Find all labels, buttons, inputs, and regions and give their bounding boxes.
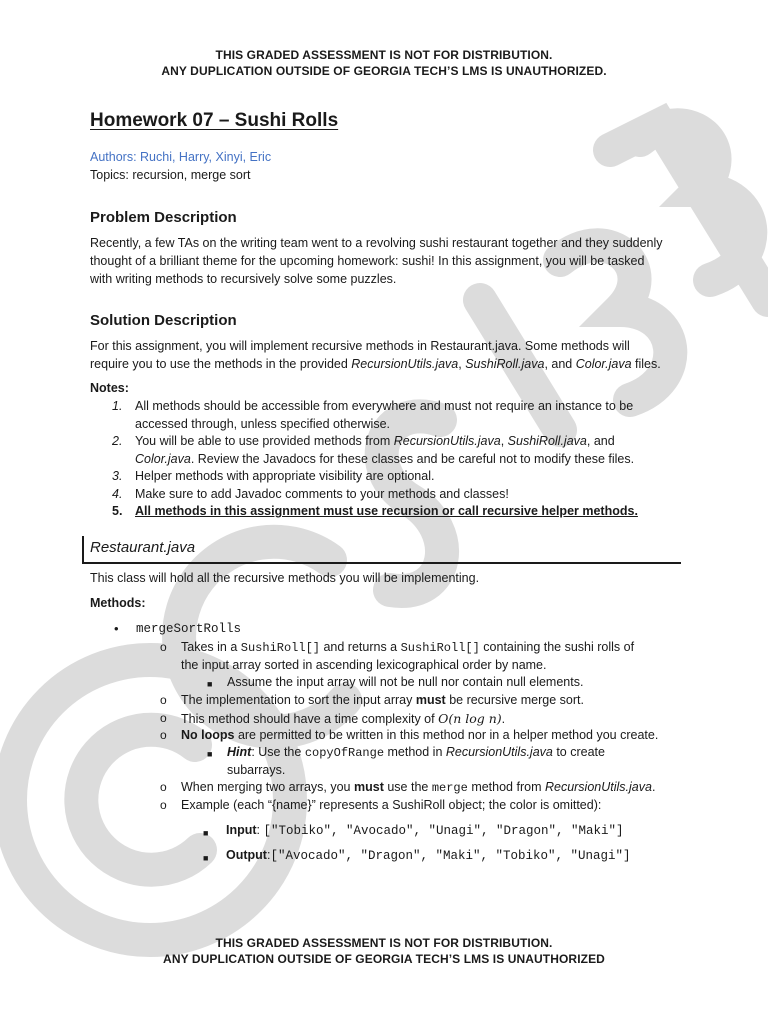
note-text: All methods should be accessible from everywhere and must not require an instance to be	[135, 399, 634, 413]
text-segment: Output	[226, 848, 267, 862]
list-item	[112, 503, 682, 521]
text-segment: This method should have a time complexity of	[181, 712, 439, 726]
note-text	[135, 433, 682, 451]
text-segment: No loops	[181, 728, 235, 742]
file-name: Color.java	[135, 451, 191, 466]
text-segment: . Review the Javadocs for these classes and be careful not to modify these files.	[190, 451, 635, 466]
text-segment: files.	[631, 357, 661, 371]
topics-line: Topics: recursion, merge sort	[90, 168, 251, 182]
file-name: SushiRoll.java	[507, 434, 587, 448]
method-detail-4-sub-cont: subarrays.	[227, 763, 286, 777]
authors-line: Authors: Ruchi, Harry, Xinyi, Eric	[90, 150, 272, 164]
distribution-banner-bottom	[0, 935, 768, 967]
text-segment: require you to use the methods in the provided	[90, 357, 352, 371]
list-item	[112, 433, 682, 468]
solution-paragraph	[90, 337, 690, 373]
code-span: SushiRoll[]	[240, 641, 320, 655]
list-item	[112, 398, 682, 433]
text-segment: The implementation to sort the input array	[181, 693, 416, 707]
list-item	[112, 486, 682, 504]
note-text: Helper methods with appropriate visibility are optional.	[135, 469, 435, 483]
text-segment: , and	[586, 434, 615, 448]
file-name: Color.java	[575, 357, 632, 371]
text-segment: be recursive merge sort.	[445, 693, 584, 707]
method-detail-3	[181, 710, 505, 728]
text-segment: Takes in a	[181, 640, 241, 654]
distribution-banner-top	[0, 47, 768, 79]
code-span: merge	[431, 781, 468, 795]
example-output	[226, 847, 631, 865]
section-heading: Restaurant.java	[90, 539, 196, 556]
code-span: copyOfRange	[304, 746, 385, 760]
page-title: Homework 07 – Sushi Rolls	[90, 110, 339, 131]
banner-top-line1: THIS GRADED ASSESSMENT IS NOT FOR DISTRIBUTION.	[215, 48, 553, 62]
method-detail-2	[181, 692, 584, 709]
text-segment: method in	[384, 745, 446, 759]
bullet-circle-icon: o	[160, 798, 167, 812]
text-segment: are permitted to be written in this method nor in a helper method you create.	[234, 728, 659, 742]
text-segment: , and	[544, 357, 576, 371]
notes-list	[112, 398, 682, 521]
text-segment: ,	[500, 434, 508, 448]
list-number: 4.	[112, 486, 123, 501]
code-span: SushiRoll[]	[400, 641, 480, 655]
text-segment: method from	[467, 780, 545, 794]
text-segment: containing the sushi rolls of	[479, 640, 635, 654]
file-name: RecursionUtils.java	[544, 780, 652, 794]
method-detail-1-sub: Assume the input array will not be null nor contain null elements.	[227, 675, 584, 689]
list-number: 5.	[112, 504, 123, 518]
bullet-square-icon: ■	[207, 749, 213, 759]
method-detail-4-sub	[227, 744, 605, 762]
notes-label: Notes:	[90, 381, 129, 395]
bullet-square-icon: ■	[203, 828, 209, 838]
text-segment: use the	[383, 780, 432, 794]
text-segment: and returns a	[319, 640, 401, 654]
file-name: SushiRoll.java	[465, 357, 545, 371]
banner-top-line2: ANY DUPLICATION OUTSIDE OF GEORGIA TECH’S LMS IS UNAUTHORIZED.	[161, 64, 607, 78]
list-number: 2.	[112, 434, 123, 448]
file-name: RecursionUtils.java	[351, 357, 459, 371]
solution-line1: For this assignment, you will implement recursive methods in Restaurant.java. Some methods will	[90, 339, 630, 353]
method-detail-5	[181, 779, 655, 797]
bullet-circle-icon: o	[160, 693, 167, 707]
list-number: 3.	[112, 469, 123, 483]
problem-line2: thought of a brilliant theme for the upcoming homework: sushi! In this assignment, you will be tasked	[90, 254, 645, 268]
text-segment: must	[415, 693, 446, 707]
method-name: mergeSortRolls	[136, 622, 242, 636]
solution-line2	[90, 355, 690, 373]
bullet-square-icon: ■	[203, 853, 209, 863]
text-segment: When merging two arrays, you	[181, 780, 354, 794]
text-segment: You will be able to use provided methods from	[135, 434, 394, 448]
text-segment: to create	[552, 745, 605, 759]
file-name: RecursionUtils.java	[445, 745, 553, 759]
text-segment: must	[354, 780, 384, 794]
code-span: ["Avocado", "Dragon", "Maki", "Tobiko", "Unagi"]	[270, 849, 631, 863]
method-detail-1	[181, 639, 634, 657]
list-item	[112, 468, 682, 486]
note-text: Make sure to add Javadoc comments to your methods and classes!	[135, 486, 509, 501]
text-segment: .	[501, 712, 506, 726]
bullet-disc-icon: •	[114, 621, 119, 636]
method-detail-1-cont: the input array sorted in ascending lexicographical order by name.	[181, 658, 547, 672]
text-segment: Input	[226, 823, 257, 837]
bullet-circle-icon: o	[160, 640, 167, 654]
text-segment: .	[651, 780, 656, 794]
bullet-square-icon: ■	[207, 679, 213, 689]
example-input	[226, 822, 624, 840]
text-segment: :	[256, 823, 264, 837]
note-text: All methods in this assignment must use recursion or call recursive helper methods.	[135, 504, 638, 518]
text-segment: :	[266, 848, 271, 862]
solution-heading: Solution Description	[90, 312, 237, 329]
text-segment: ,	[458, 357, 466, 371]
code-span: ["Tobiko", "Avocado", "Unagi", "Dragon", "Maki"]	[263, 824, 624, 838]
note-text	[135, 451, 682, 469]
text-segment: : Use the	[251, 745, 305, 759]
banner-bottom-line1: THIS GRADED ASSESSMENT IS NOT FOR DISTRIBUTION.	[215, 936, 553, 950]
text-segment: Hint	[227, 745, 252, 759]
bullet-circle-icon: o	[160, 780, 167, 794]
section-intro: This class will hold all the recursive methods you will be implementing.	[90, 571, 480, 585]
note-text: accessed through, unless specified otherwise.	[135, 416, 391, 431]
problem-paragraph	[90, 234, 690, 288]
bullet-circle-icon: o	[160, 728, 167, 742]
methods-label: Methods:	[90, 596, 146, 610]
banner-bottom-line2: ANY DUPLICATION OUTSIDE OF GEORGIA TECH’S LMS IS UNAUTHORIZED	[163, 952, 605, 966]
problem-line3: with writing methods to recursively solve some puzzles.	[90, 272, 397, 286]
list-number: 1.	[112, 399, 123, 413]
math-expression: O(n log n)	[438, 711, 502, 726]
problem-line1: Recently, a few TAs on the writing team went to a revolving sushi restaurant together and they suddenly	[90, 236, 663, 250]
method-detail-6: Example (each “{name}” represents a SushiRoll object; the color is omitted):	[181, 798, 602, 812]
file-name: RecursionUtils.java	[393, 434, 501, 448]
method-detail-4	[181, 727, 658, 744]
bullet-circle-icon: o	[160, 711, 167, 725]
problem-heading: Problem Description	[90, 209, 237, 226]
